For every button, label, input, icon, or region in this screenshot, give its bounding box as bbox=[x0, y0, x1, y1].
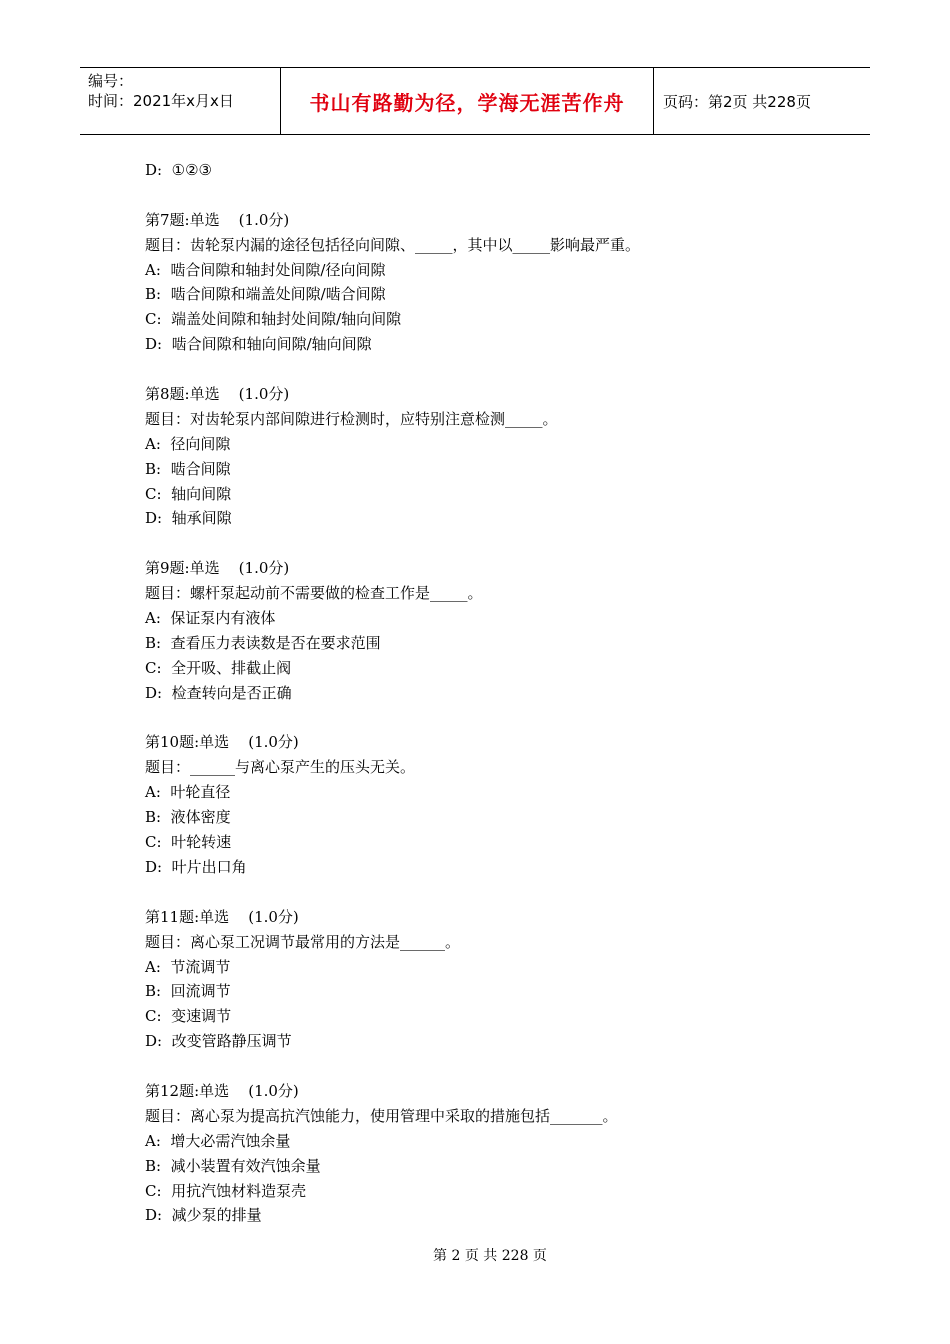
option-c: C: 轴向间隙 bbox=[145, 484, 232, 503]
question-block bbox=[145, 1079, 795, 1228]
question-block bbox=[145, 208, 795, 357]
question-block bbox=[145, 382, 795, 531]
question-title: 第10题:单选 (1.0分) bbox=[145, 733, 299, 752]
option-b: B: 查看压力表读数是否在要求范围 bbox=[145, 633, 381, 652]
option-d: D: 减少泵的排量 bbox=[145, 1206, 262, 1225]
question-stem: 题目：对齿轮泵内部间隙进行检测时，应特别注意检测_____。 bbox=[145, 409, 558, 428]
option-a: A: 叶轮直径 bbox=[145, 783, 231, 802]
option-b: B: 回流调节 bbox=[145, 982, 231, 1001]
option-a: A: 增大必需汽蚀余量 bbox=[145, 1131, 291, 1150]
option-b: B: 啮合间隙和端盖处间隙/啮合间隙 bbox=[145, 285, 386, 304]
option-c: C: 全开吸、排截止阀 bbox=[145, 658, 292, 677]
option-d: D: 改变管路静压调节 bbox=[145, 1032, 292, 1051]
option-d: D: 啮合间隙和轴向间隙/轴向间隙 bbox=[145, 335, 372, 354]
code-label: 编号： bbox=[88, 72, 134, 90]
question-stem: 题目：离心泵为提高抗汽蚀能力，使用管理中采取的措施包括_______。 bbox=[145, 1106, 618, 1125]
question-title: 第12题:单选 (1.0分) bbox=[145, 1081, 299, 1100]
header-motto: 书山有路勤为径，学海无涯苦作舟 bbox=[281, 68, 654, 134]
header-meta bbox=[80, 68, 281, 134]
page-footer: 第 2 页 共 228 页 bbox=[433, 1248, 547, 1264]
question-block bbox=[145, 556, 795, 705]
question-stem: 题目：离心泵工况调节最常用的方法是______。 bbox=[145, 932, 461, 951]
question-title: 第7题:单选 (1.0分) bbox=[145, 210, 290, 229]
option-line: D: ①②③ bbox=[145, 161, 212, 179]
option-c: C: 叶轮转速 bbox=[145, 833, 232, 852]
question-stem: 题目：齿轮泵内漏的途径包括径向间隙、_____，其中以_____影响最严重。 bbox=[145, 235, 641, 254]
option-d: D: 检查转向是否正确 bbox=[145, 683, 292, 702]
page-header bbox=[80, 67, 870, 135]
header-page-info: 页码：第2页 共228页 bbox=[663, 92, 811, 111]
question-title: 第9题:单选 (1.0分) bbox=[145, 559, 290, 578]
option-d: D: 轴承间隙 bbox=[145, 509, 232, 528]
date-label: 时间：2021年x月x日 bbox=[88, 92, 234, 110]
question-title: 第8题:单选 (1.0分) bbox=[145, 385, 290, 404]
question-block bbox=[145, 905, 795, 1054]
question-block bbox=[145, 730, 795, 879]
option-b: B: 减小装置有效汽蚀余量 bbox=[145, 1156, 321, 1175]
option-d: D: 叶片出口角 bbox=[145, 857, 247, 876]
option-c: C: 用抗汽蚀材料造泵壳 bbox=[145, 1181, 307, 1200]
question-stem: 题目：螺杆泵起动前不需要做的检查工作是_____。 bbox=[145, 584, 483, 603]
question-stem: 题目：______与离心泵产生的压头无关。 bbox=[145, 758, 416, 777]
option-a: A: 啮合间隙和轴封处间隙/径向间隙 bbox=[145, 260, 386, 279]
question-title: 第11题:单选 (1.0分) bbox=[145, 907, 299, 926]
option-a: A: 节流调节 bbox=[145, 957, 231, 976]
option-c: C: 端盖处间隙和轴封处间隙/轴向间隙 bbox=[145, 310, 402, 329]
question-list bbox=[145, 158, 795, 1228]
option-a: A: 径向间隙 bbox=[145, 434, 231, 453]
option-b: B: 液体密度 bbox=[145, 808, 231, 827]
option-a: A: 保证泵内有液体 bbox=[145, 609, 276, 628]
option-b: B: 啮合间隙 bbox=[145, 459, 231, 478]
option-c: C: 变速调节 bbox=[145, 1007, 232, 1026]
